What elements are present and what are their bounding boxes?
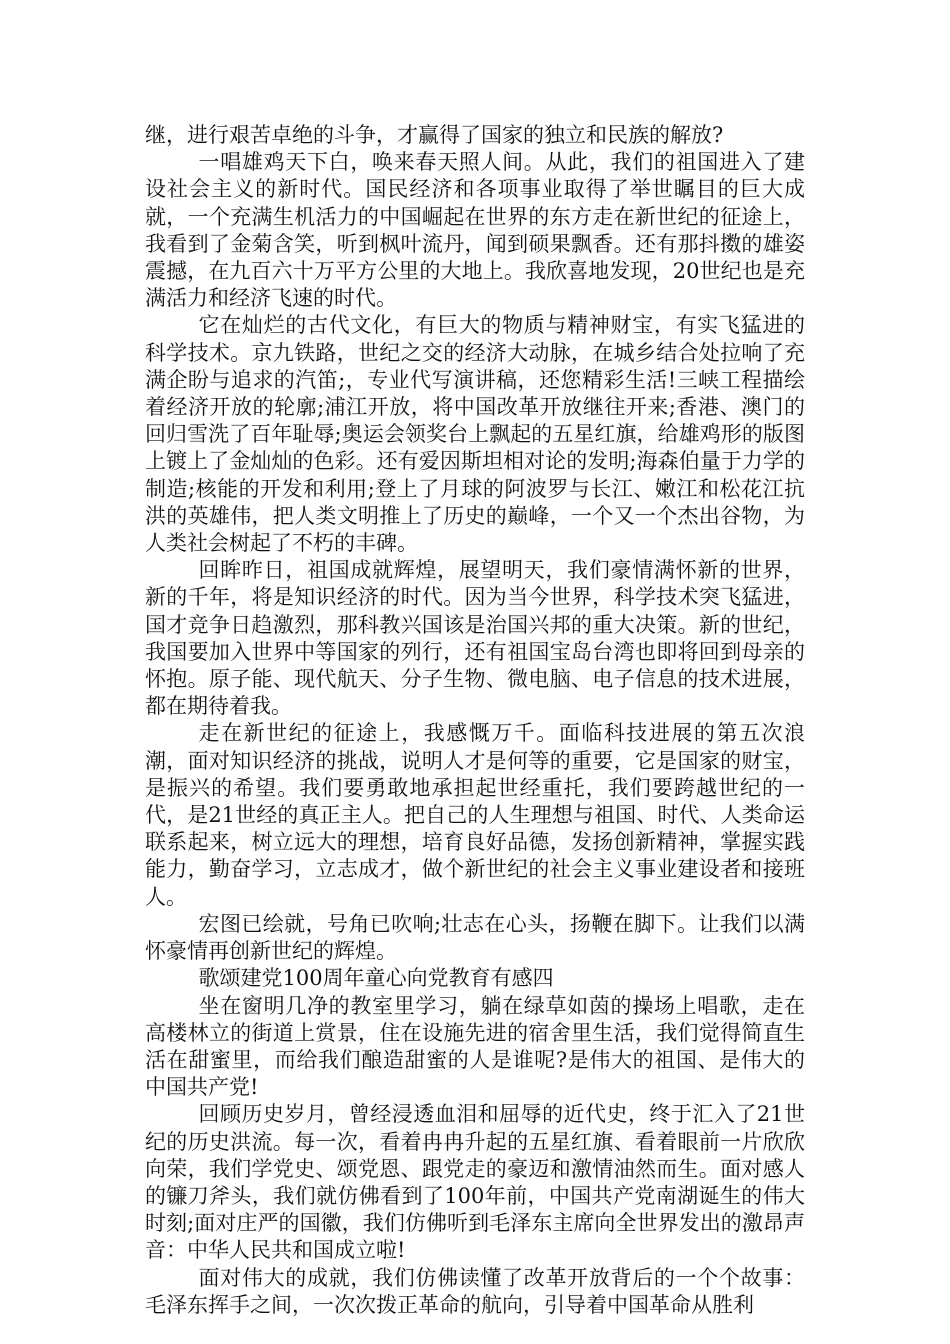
paragraph-9: 面对伟大的成就，我们仿佛读懂了改革开放背后的一个个故事：毛泽东挥手之间，一次次拨正革命的航向，引导着中国革命从胜利	[145, 1265, 805, 1317]
paragraph-6: 宏图已绘就，号角已吹响;壮志在心头，扬鞭在脚下。让我们以满怀豪情再创新世纪的辉煌。	[145, 911, 805, 964]
document-body	[145, 122, 805, 1319]
section-heading: 歌颂建党100周年童心向党教育有感四	[198, 966, 554, 991]
paragraph-3: 它在灿烂的古代文化，有巨大的物质与精神财宝，有实飞猛进的科学技术。京九铁路，世纪之交的经济大动脉，在城乡结合处拉响了充满企盼与追求的汽笛;，专业代写演讲稿，还您精彩生活!三峡工程描绘着经济开放的轮廓;浦江开放，将中国改革开放继往开来;香港、澳门的回归雪洗了百年耻辱;奥运会领奖台上飘起的五星红旗，给雄鸡形的版图上镀上了金灿灿的色彩。还有爱因斯坦相对论的发明;海森伯量于力学的制造;核能的开发和利用;登上了月球的阿波罗与长江、嫩江和松花江抗洪的英雄伟，把人类文明推上了历史的巅峰，一个又一个杰出谷物，为人类社会树起了不朽的丰碑。	[145, 313, 805, 556]
paragraph-5: 走在新世纪的征途上，我感慨万千。面临科技进展的第五次浪潮，面对知识经济的挑战，说明人才是何等的重要，它是国家的财宝，是振兴的希望。我们要勇敢地承担起世经重托，我们要跨越世纪的一代，是21世经的真正主人。把自己的人生理想与祖国、时代、人类命运联系起来，树立远大的理想，培育良好品德，发扬创新精神，掌握实践能力，勤奋学习，立志成才，做个新世纪的社会主义事业建设者和接班人。	[145, 721, 805, 909]
paragraph-4: 回眸昨日，祖国成就辉煌，展望明天，我们豪情满怀新的世界，新的千年，将是知识经济的时代。因为当今世界，科学技术突飞猛进，国才竞争日趋激烈，那科教兴国该是治国兴邦的重大决策。新的世纪，我国要加入世界中等国家的列行，还有祖国宝岛台湾也即将回到母亲的怀抱。原子能、现代航天、分子生物、微电脑、电子信息的技术进展，都在期待着我。	[145, 558, 805, 719]
paragraph-8: 回顾历史岁月，曾经浸透血泪和屈辱的近代史，终于汇入了21世纪的历史洪流。每一次，看着冉冉升起的五星红旗、看着眼前一片欣欣向荣，我们学党史、颂党恩、跟党走的豪迈和激情油然而生。面对感人的镰刀斧头，我们就仿佛看到了100年前，中国共产党南湖诞生的伟大时刻;面对庄严的国徽，我们仿佛听到毛泽东主席向全世界发出的激昂声音：中华人民共和国成立啦!	[145, 1102, 805, 1263]
paragraph-2: 一唱雄鸡天下白，唤来春天照人间。从此，我们的祖国进入了建设社会主义的新时代。国民经济和各项事业取得了举世瞩目的巨大成就，一个充满生机活力的中国崛起在世界的东方走在新世纪的征途上，我看到了金菊含笑，听到枫叶流丹，闻到硕果飘香。还有那抖擞的雄姿震撼，在九百六十万平方公里的大地上。我欣喜地发现，20世纪也是充满活力和经济飞速的时代。	[145, 150, 805, 311]
paragraph-1: 继，进行艰苦卓绝的斗争，才赢得了国家的独立和民族的解放?	[145, 123, 724, 147]
paragraph-7: 坐在窗明几净的教室里学习，躺在绿草如茵的操场上唱歌，走在高楼林立的街道上赏景，住在设施先进的宿舍里生活，我们觉得简直生活在甜蜜里，而给我们酿造甜蜜的人是谁呢?是伟大的祖国、是伟大的中国共产党!	[145, 993, 805, 1100]
